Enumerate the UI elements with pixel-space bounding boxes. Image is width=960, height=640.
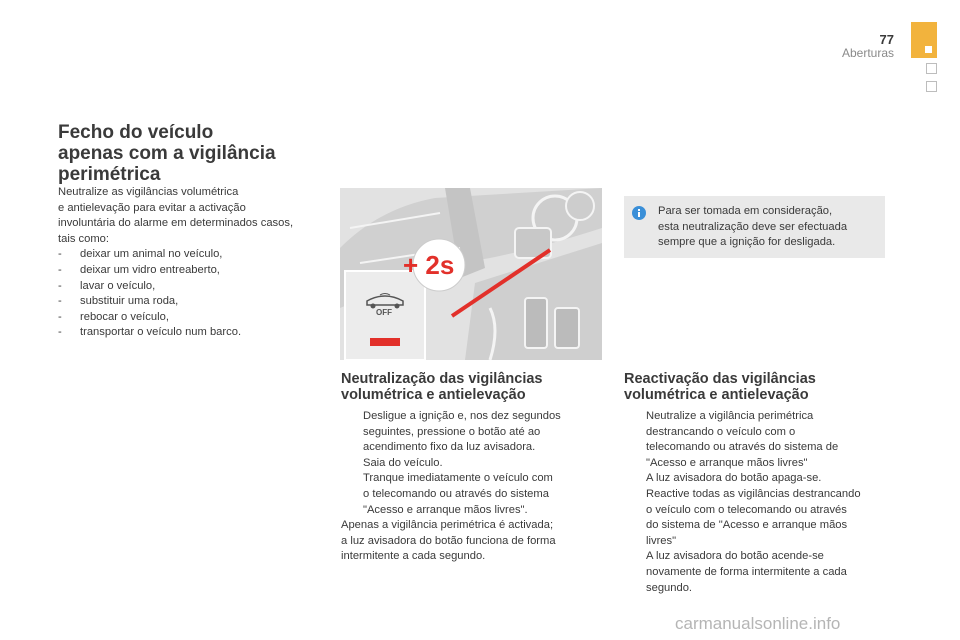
step-line: Desligue a ignição e, nos dez segundos: [363, 410, 561, 422]
heading-line: Neutralização das vigilâncias: [341, 371, 543, 387]
dashboard-illustration: [340, 188, 602, 360]
step-line: A luz avisadora do botão acende-se: [646, 550, 824, 563]
dashboard-drawing: [340, 188, 602, 360]
info-line: sempre que a ignição for desligada.: [658, 236, 836, 249]
result-line: intermitente a cada segundo.: [341, 550, 486, 563]
step-item: [341, 456, 611, 472]
intro-text: [58, 185, 333, 341]
step-line: o veículo com o telecomando ou através: [646, 503, 847, 516]
nav-box-2: [926, 81, 937, 92]
step-line: do sistema de "Acesso e arranque mãos: [646, 519, 848, 532]
page-number: 77: [879, 32, 894, 47]
result-line: Apenas a vigilância perimétrica é activada;: [341, 519, 554, 532]
step-line: segundo.: [646, 581, 693, 594]
info-text: [658, 204, 880, 251]
intro-line: Neutralize as vigilâncias volumétrica: [58, 186, 239, 198]
section-name: Aberturas: [841, 46, 894, 60]
step-line: telecomando ou através do sistema de: [646, 441, 839, 454]
step-item: [624, 409, 899, 487]
step-line: seguintes, pressione o botão até ao: [363, 425, 541, 438]
info-line: esta neutralização deve ser efectuada: [658, 220, 848, 233]
step-item: [341, 409, 611, 456]
list-item: - deixar um vidro entreaberto,: [58, 263, 333, 279]
page-title: [58, 122, 328, 185]
list-item: - lavar o veículo,: [58, 279, 333, 295]
step-item: [624, 487, 899, 596]
press-duration-callout: + 2s: [403, 250, 455, 280]
reactivation-steps: [624, 409, 899, 596]
info-note: [624, 196, 885, 258]
title-line: apenas com a vigilância: [58, 143, 276, 164]
list-item: - substituir uma roda,: [58, 294, 333, 310]
off-label: OFF: [376, 308, 392, 317]
step-line: o telecomando ou através do sistema: [363, 487, 549, 500]
list-item: - rebocar o veículo,: [58, 310, 333, 326]
section-tab: [911, 22, 937, 58]
step-line: destrancando o veículo com o: [646, 425, 796, 438]
heading-line: Reactivação das vigilâncias: [624, 371, 816, 387]
intro-line: involuntária do alarme em determinados casos,: [58, 217, 294, 230]
neutralization-body: [341, 409, 611, 565]
info-icon: [632, 206, 646, 220]
cases-list: [58, 247, 333, 341]
watermark: carmanualsonline.info: [675, 614, 841, 633]
list-item: - deixar um animal no veículo,: [58, 247, 333, 263]
step-line: Reactive todas as vigilâncias destrancando: [646, 487, 861, 500]
step-line: livres": [646, 534, 677, 547]
info-line: Para ser tomada em consideração,: [658, 205, 833, 217]
step-line: acendimento fixo da luz avisadora.: [363, 441, 536, 454]
step-line: Saia do veículo.: [363, 456, 443, 469]
neutralization-steps: [341, 409, 611, 518]
step-line: Neutralize a vigilância perimétrica: [646, 410, 814, 422]
step-line: "Acesso e arranque mãos livres".: [363, 503, 528, 516]
section-tab-mark: [925, 46, 932, 53]
step-line: "Acesso e arranque mãos livres": [646, 456, 808, 469]
intro-line: tais como:: [58, 232, 109, 245]
heading-line: volumétrica e antielevação: [341, 387, 526, 403]
step-item: [341, 471, 611, 518]
heading-line: volumétrica e antielevação: [624, 387, 809, 403]
nav-box-1: [926, 63, 937, 74]
step-line: A luz avisadora do botão apaga-se.: [646, 472, 822, 485]
step-line: Tranque imediatamente o veículo com: [363, 472, 553, 485]
step-line: novamente de forma intermitente a cada: [646, 565, 847, 578]
list-item: - transportar o veículo num barco.: [58, 325, 333, 341]
reactivation-body: [624, 409, 899, 596]
title-line: perimétrica: [58, 164, 161, 185]
reactivation-heading: [624, 371, 894, 403]
intro-line: e antielevação para evitar a activação: [58, 201, 246, 214]
result-line: a luz avisadora do botão funciona de forma: [341, 534, 556, 547]
neutralization-heading: [341, 371, 611, 403]
title-line: Fecho do veículo: [58, 122, 214, 143]
